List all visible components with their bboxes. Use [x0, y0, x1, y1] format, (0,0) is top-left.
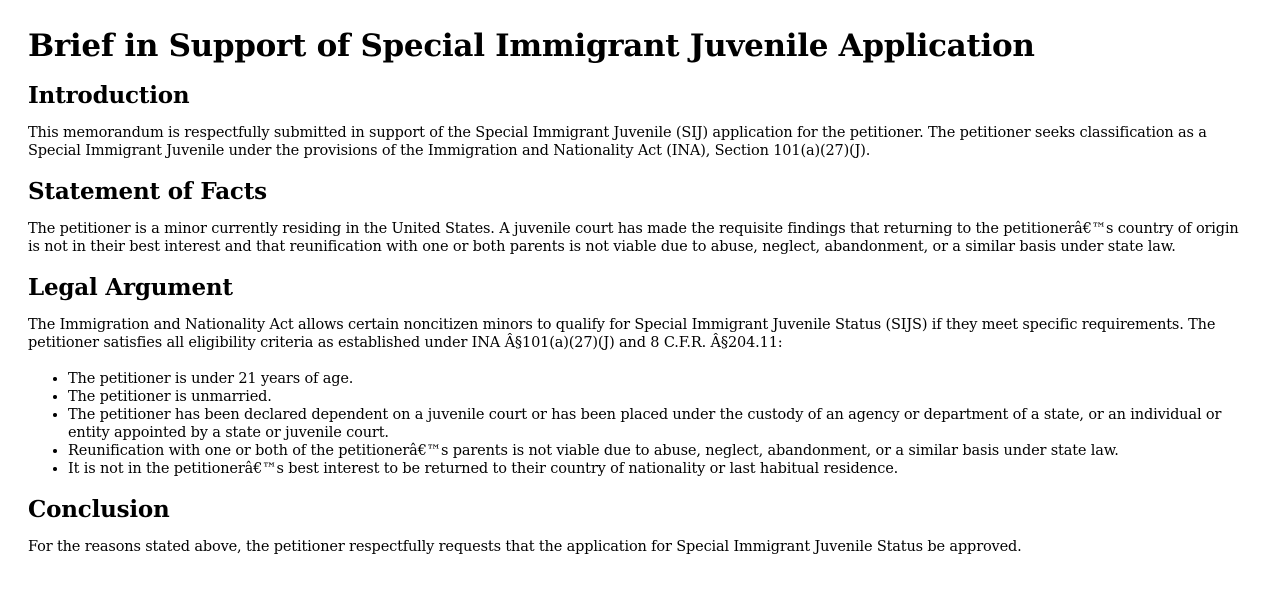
statement-of-facts-paragraph: The petitioner is a minor currently residing in the United States. A juvenile court has made the requisite findings that returning to the petitionerâ€™s country of origin is not in their best interest and that reunification with one or both parents is not viable due to abuse, neglect, abandonment, or a similar basis under state law. — [28, 221, 1239, 255]
introduction-section — [28, 82, 1250, 160]
statement-of-facts-section — [28, 178, 1250, 256]
introduction-paragraph: This memorandum is respectfully submitted in support of the Special Immigrant Juvenile (SIJ) application for the petitioner. The petitioner seeks classification as a Special Immigrant Juvenile under the provisions of the Immigration and Nationality Act (INA), Section 101(a)(27)(J). — [28, 125, 1207, 159]
criteria-list-item: • The petitioner is unmarried. — [68, 388, 1250, 406]
introduction-heading: Introduction — [28, 82, 190, 109]
legal-argument-heading: Legal Argument — [28, 274, 233, 301]
criteria-list-item: • It is not in the petitionerâ€™s best interest to be returned to their country of nationality or last habitual residence. — [68, 460, 1250, 478]
criteria-list-item: • Reunification with one or both of the petitionerâ€™s parents is not viable due to abuse, neglect, abandonment, or a similar basis under state law. — [68, 442, 1250, 460]
conclusion-paragraph: For the reasons stated above, the petitioner respectfully requests that the application for Special Immigrant Juvenile Status be approved. — [28, 539, 1022, 555]
eligibility-criteria-list — [28, 370, 1250, 478]
legal-argument-section — [28, 274, 1250, 478]
conclusion-section — [28, 496, 1250, 556]
conclusion-heading: Conclusion — [28, 496, 170, 523]
criteria-list-item: • The petitioner has been declared dependent on a juvenile court or has been placed under the custody of an agency or department of a state, or an individual or entity appointed by a state or juvenile court. — [68, 406, 1250, 442]
page-title: Brief in Support of Special Immigrant Juvenile Application — [28, 28, 1035, 64]
criteria-list-item: • The petitioner is under 21 years of age. — [68, 370, 1250, 388]
statement-of-facts-heading: Statement of Facts — [28, 178, 267, 205]
legal-argument-paragraph: The Immigration and Nationality Act allows certain noncitizen minors to qualify for Special Immigrant Juvenile Status (SIJS) if they meet specific requirements. The petitioner satisfies all eligibility criteria as established under INA Â§101(a)(27)(J) and 8 C.F.R. Â§204.11: — [28, 317, 1216, 351]
